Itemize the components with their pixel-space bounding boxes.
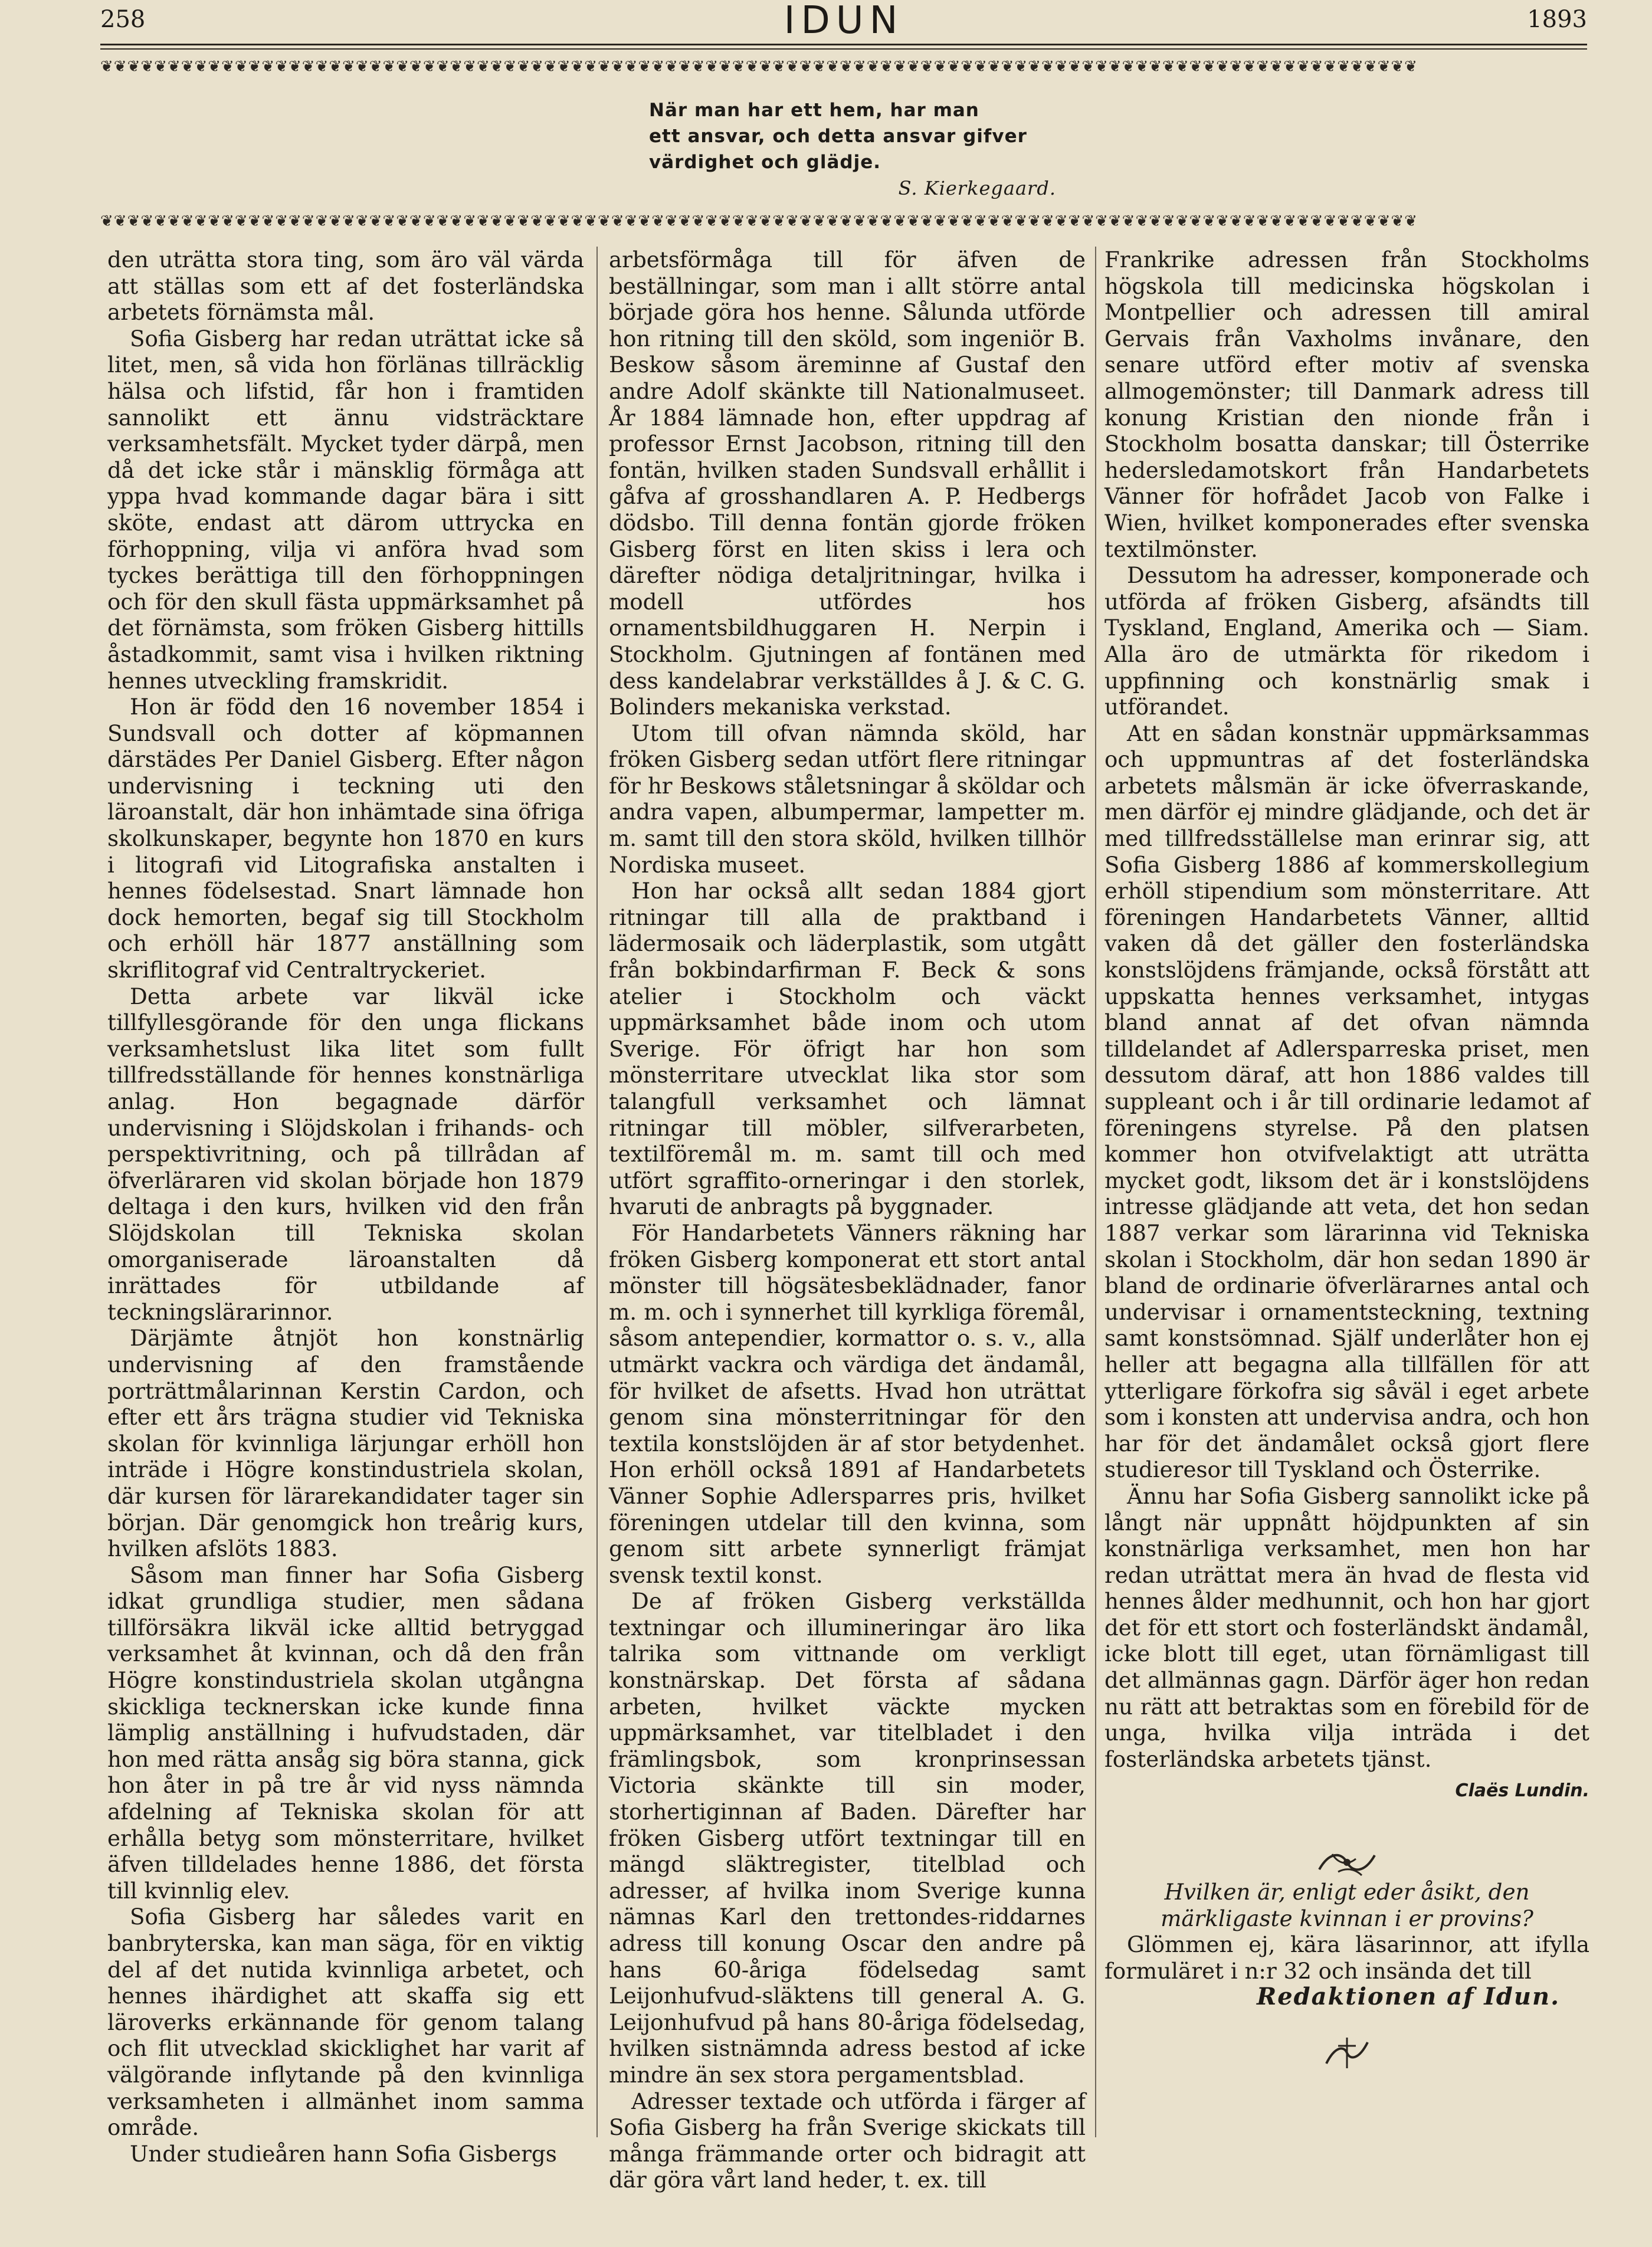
paragraph: Därjämte åtnjöt hon konstnärlig undervisning af den framstående porträttmålarinnan Kerstin Cardon, och efter ett års trägna studier vid Tekniska skolan för kvinnliga lärjungar erhöll hon inträde i Högre konstindustriela skolan, där kursen för lärarekandidater tager sin början. Där genomgick hon treårig kurs, hvilken afslöts 1883. — [107, 1325, 584, 1562]
paragraph: Sofia Gisberg har redan uträttat icke så litet, men, så vida hon förlänas tillräcklig hälsa och lifstid, får hon i framtiden sannolikt ett ännu vidsträcktare verksamhetsfält. Mycket tyder därpå, men då det icke står i mänsklig förmåga att yppa hvad kommande dagar bära i sitt sköte, endast att därom uttrycka en förhoppning, vilja vi anföra hvad som tyckes berättiga till den förhoppningen och för den skull fästa uppmärksamhet på det förnämsta, som fröken Gisberg hittills åstadkommit, samt visa i hvilken riktning hennes utveckling framskridit. — [107, 325, 584, 694]
paragraph: De af fröken Gisberg verkställda textningar och illumineringar äro lika talrika som vittnande om verkligt konstnärskap. Det första af sådana arbeten, hvilket väckte mycken uppmärksamhet, var titelbladet i den främlingsbok, som kronprinsessan Victoria skänkte till sin moder, storhertiginnan af Baden. Därefter har fröken Gisberg utfört textningar till en mängd släktregister, titelblad och adresser, af hvilka inom Sverige kunna nämnas Karl den trettondes-riddarnes adress till konung Oscar den andre på hans 60-åriga födelsedag samt Leijonhufvud-släktens till general A. G. Leijonhufvud på hans 80-åriga födelsedag, hvilken sistnämnda adress bestod af icke mindre än sex stora pergamentsblad. — [609, 1588, 1086, 2088]
article-column-3 — [1104, 247, 1589, 2072]
column-divider-1 — [596, 247, 598, 2137]
ornament-border-mid: ❦❦❦❦❦❦❦❦❦❦❦❦❦❦❦❦❦❦❦❦❦❦❦❦❦❦❦❦❦❦❦❦❦❦❦❦❦❦❦❦❦❦❦❦❦❦❦❦❦❦❦❦❦❦❦❦❦❦❦❦❦❦❦❦❦❦❦❦❦❦❦❦❦❦❦❦❦❦❦❦❦❦❦❦❦❦❦❦❦❦❦❦❦❦❦❦❦❦ — [100, 212, 1418, 230]
paragraph: Detta arbete var likväl icke tillfyllesgörande för den unga flickans verksamhetslust lika litet som fullt tillfredsställande för hennes konstnärliga anlag. Hon begagnade därför undervisning i Slöjdskolan i frihands- och perspektivritning, och på tillrådan af öfverläraren vid skolan började hon 1879 deltaga i den kurs, hvilken vid den från Slöjdskolan till Tekniska skolan omorganiserade läroanstalten då inrättades för utbildande af teckningslärarinnor. — [107, 983, 584, 1325]
article-column-1 — [107, 247, 584, 2167]
epigraph-line-2: ett ansvar, och detta ansvar gifver — [649, 126, 1027, 147]
author-signature: Claës Lundin. — [1455, 1780, 1589, 1802]
reader-notice: Glömmen ej, kära läsarinnor, att ifylla formuläret i n:r 32 och insända det till — [1104, 1931, 1589, 1984]
paragraph: Utom till ofvan nämnda sköld, har fröken Gisberg sedan utfört flere ritningar för hr Beskows ståletsningar å sköldar och andra vapen, albumpermar, lampetter m. m. samt till den stora sköld, hvilken tillhör Nordiska museet. — [609, 720, 1086, 878]
flourish-ornament-icon — [1320, 2034, 1374, 2072]
editorial-signoff: Redaktionen af Idun. — [1256, 1983, 1560, 2011]
reader-question: Hvilken är, enligt eder åsikt, den märkligaste kvinnan i er provins? — [1161, 1879, 1533, 1931]
paragraph: Hon är född den 16 november 1854 i Sundsvall och dotter af köpmannen därstädes Per Daniel Gisberg. Efter någon undervisning i teckning uti den läroanstalt, där hon inhämtade sina öfriga skolkunskaper, begynte hon 1870 en kurs i litografi vid Litografiska anstalten i hennes födelsestad. Snart lämnade hon dock hemorten, begaf sig till Stockholm och erhöll här 1877 anställning som skriflitograf vid Centraltryckeriet. — [107, 694, 584, 983]
paragraph: Adresser textade och utförda i färger af Sofia Gisberg ha från Sverige skickats till många främmande orter och bidragit att där göra vårt land heder, t. ex. till — [609, 2088, 1086, 2193]
paragraph: Att en sådan konstnär uppmärksammas och uppmuntras af det fosterländska arbetets målsmän är icke öfverraskande, men därför ej mindre glädjande, och det är med tillfredsställelse man erinrar sig, att Sofia Gisberg 1886 af kommerskollegium erhöll stipendium som mönsterritare. Att föreningen Handarbetets Vänner, alltid vaken då det gäller den fosterländska konstslöjdens främjande, också förstått att uppskatta hennes verksamhet, intygas bland annat af det ofvan nämnda tilldelandet af Adlersparreska priset, men dessutom däraf, att hon 1886 valdes till suppleant och i år till ordinarie ledamot af föreningens styrelse. På den platsen kommer hon otvifvelaktigt att uträtta mycket godt, liksom det är i konstslöjdens intresse glädjande att veta, det hon sedan 1887 verkar som lärarinna vid Tekniska skolan i Stockholm, där hon sedan 1890 är bland de ordinarie öfverlärarnes antal och undervisar i ornamentsteckning, textning samt konstsömnad. Själf underlåter hon ej heller att begagna alla tillfällen för att ytterligare förkofra sig såväl i eget arbete som i konsten att undervisa andra, och hon har för det ändamålet också gjort flere studieresor till Tyskland och Österrike. — [1104, 720, 1589, 1483]
header-rule — [100, 44, 1587, 45]
paragraph: arbetsförmåga till för äfven de beställningar, som man i allt större antal började göra hos henne. Sålunda utförde hon ritning till den sköld, som ingeniör B. Beskow såsom äreminne af Gustaf den andre Adolf skänkte till Nationalmuseet. År 1884 lämnade hon, efter uppdrag af professor Ernst Jacobson, ritning till den fontän, hvilken staden Sundsvall erhållit i gåfva af grosshandlaren A. P. Hedbergs dödsbo. Till denna fontän gjorde fröken Gisberg först en liten skiss i lera och därefter nödiga detaljritningar, hvilka i modell utfördes hos ornamentsbildhuggaren H. Nerpin i Stockholm. Gjutningen af fontänen med dess kandelabrar verkställdes å J. & C. G. Bolinders mekaniska verkstad. — [609, 247, 1086, 720]
issue-year: 1893 — [1527, 6, 1587, 33]
paragraph: Hon har också allt sedan 1884 gjort ritningar till alla de praktband i lädermosaik och läderplastik, som utgått från bokbindarfirman F. Beck & sons atelier i Stockholm och väckt uppmärksamhet både inom och utom Sverige. För öfrigt har hon som mönsterritare utvecklat lika stor som talangfull verksamhet och lämnat ritningar till möbler, silfverarbeten, textilföremål m. m. samt till och med utfört sgraffito-orneringar i den storlek, hvaruti de anbragts på byggnader. — [609, 878, 1086, 1220]
flourish-ornament-icon — [1315, 1846, 1379, 1879]
paragraph: För Handarbetets Vänners räkning har fröken Gisberg komponerat ett stort antal mönster till högsätesbeklädnader, fanor m. m. och i synnerhet till kyrkliga föremål, såsom antependier, kormattor o. s. v., alla utmärkt vackra och värdiga det ändamål, för hvilket de afsetts. Hvad hon uträttat genom sina mönsterritningar för den textila konstslöjden är af stor betydenhet. Hon erhöll också 1891 af Handarbetets Vänner Sophie Adlersparres pris, hvilket föreningen utdelar till den kvinna, som genom sitt arbete synnerligt främjat svensk textil konst. — [609, 1219, 1086, 1588]
column-divider-2 — [1095, 247, 1096, 2137]
paragraph: Ännu har Sofia Gisberg sannolikt icke på långt när uppnått höjdpunkten af sin konstnärliga verksamhet, men hon har redan uträttat mera än hvad de flesta vid hennes ålder medhunnit, och hon har gjort det för ett stort och fosterländskt ändamål, icke blott till eget, utan förnämligast till det allmännas gagn. Därför äger hon redan nu rätt att betraktas som en förebild för de unga, hvilka vilja inträda i det fosterländska arbetets tjänst. — [1104, 1482, 1589, 1772]
page-number: 258 — [100, 6, 146, 33]
epigraph-quote — [649, 97, 1097, 201]
epigraph-author: S. Kierkegaard. — [898, 177, 1056, 199]
masthead-title: IDUN — [784, 0, 904, 42]
header-rule-secondary — [100, 48, 1587, 50]
epigraph-line-3: värdighet och glädje. — [649, 152, 881, 173]
paragraph: den uträtta stora ting, som äro väl värda att ställas som ett af det fosterländska arbetets förnämsta mål. — [107, 247, 584, 326]
paragraph: Sofia Gisberg har således varit en banbryterska, kan man säga, för en viktig del af det nutida kvinnliga arbetet, och hennes ihärdighet att skaffa sig ett läroverks erkännande för genom talang och flit utvecklad skicklighet har varit af välgörande inflytande på den kvinnliga verksamheten i allmänhet inom samma område. — [107, 1904, 584, 2141]
paragraph: Under studieåren hann Sofia Gisbergs — [130, 2140, 557, 2167]
paragraph: Såsom man finner har Sofia Gisberg idkat grundliga studier, men sådana tillförsäkra likväl icke alltid betryggad verksamhet åt kvinnan, och då den från Högre konstindustriela skolan utgångna skickliga tecknerskan icke kunde finna lämplig anställning i hufvudstaden, där hon med rätta ansåg sig böra stanna, gick hon åter in på tre år vid nyss nämnda afdelning af Tekniska skolan för att erhålla betyg som mönsterritare, hvilket äfven tilldelades henne 1886, det första till kvinnlig elev. — [107, 1562, 584, 1904]
ornament-border-top: ❦❦❦❦❦❦❦❦❦❦❦❦❦❦❦❦❦❦❦❦❦❦❦❦❦❦❦❦❦❦❦❦❦❦❦❦❦❦❦❦❦❦❦❦❦❦❦❦❦❦❦❦❦❦❦❦❦❦❦❦❦❦❦❦❦❦❦❦❦❦❦❦❦❦❦❦❦❦❦❦❦❦❦❦❦❦❦❦❦❦❦❦❦❦❦❦❦❦ — [100, 58, 1418, 76]
paragraph: Dessutom ha adresser, komponerade och utförda af fröken Gisberg, afsändts till Tyskland, England, Amerika och — Siam. Alla äro de utmärkta för rikedom i uppfinning och konstnärlig smak i utförandet. — [1104, 562, 1589, 720]
page-header — [100, 0, 1587, 41]
paragraph: Frankrike adressen från Stockholms högskola till medicinska högskolan i Montpellier och adressen till amiral Gervais från Vaxholms invånare, den senare utförd efter motiv af svenska allmogemönster; till Danmark adress till konung Kristian den nionde från i Stockholm bosatta danskar; till Österrike hedersledamotskort från Handarbetets Vänner för hofrådet Jacob von Falke i Wien, hvilket komponerades efter svenska textilmönster. — [1104, 247, 1589, 562]
epigraph-line-1: När man har ett hem, har man — [649, 100, 979, 121]
article-column-2 — [609, 247, 1086, 2193]
